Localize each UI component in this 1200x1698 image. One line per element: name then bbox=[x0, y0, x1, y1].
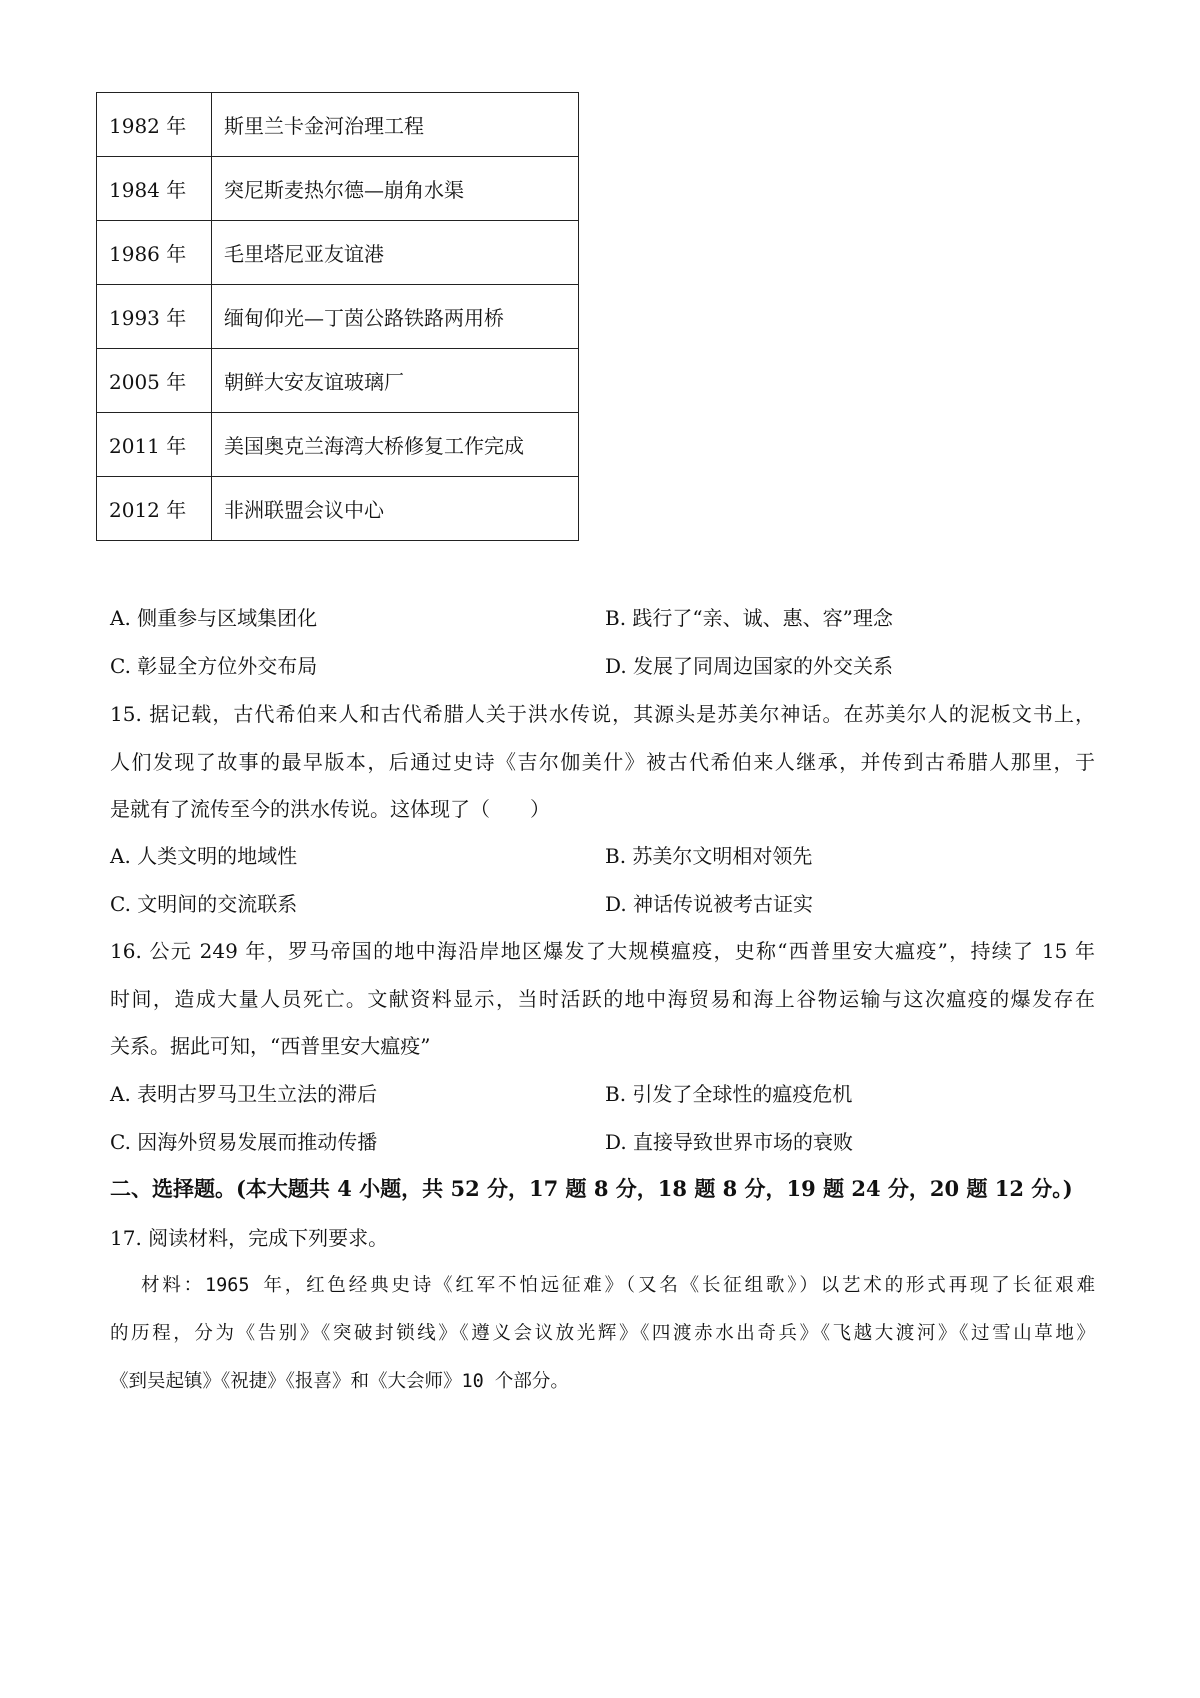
q17-material-line-2: 的历程，分为《告别》《突破封锁线》《遵义会议放光辉》《四渡赤水出奇兵》《飞越大渡河》《过雪山草地》 bbox=[110, 1323, 1095, 1344]
q14-option-d: D. 发展了同周边国家的外交关系 bbox=[605, 654, 894, 678]
year-cell: 1982 年 bbox=[97, 93, 212, 157]
year-cell: 1986 年 bbox=[97, 221, 212, 285]
year-cell: 2005 年 bbox=[97, 349, 212, 413]
section-heading: 二、选择题。(本大题共 4 小题，共 52 分，17 题 8 分，18 题 8 分，19 题 24 分，20 题 12 分。) bbox=[110, 1176, 1073, 1201]
table-row bbox=[97, 285, 579, 349]
project-cell: 美国奥克兰海湾大桥修复工作完成 bbox=[212, 413, 579, 477]
project-cell: 朝鲜大安友谊玻璃厂 bbox=[212, 349, 579, 413]
q14-option-b: B. 践行了“亲、诚、惠、容”理念 bbox=[605, 606, 893, 630]
q17-material-line-1: 材料：1965 年，红色经典史诗《红军不怕远征难》（又名《长征组歌》）以艺术的形式再现了长征艰难 bbox=[141, 1275, 1095, 1296]
q16-option-b: B. 引发了全球性的瘟疫危机 bbox=[605, 1082, 853, 1106]
year-cell: 1984 年 bbox=[97, 157, 212, 221]
q14-option-a: A. 侧重参与区域集团化 bbox=[110, 606, 318, 630]
project-table bbox=[96, 92, 579, 541]
q15-stem-line-1: 15. 据记载，古代希伯来人和古代希腊人关于洪水传说，其源头是苏美尔神话。在苏美尔人的泥板文书上， bbox=[110, 702, 1095, 726]
project-cell: 斯里兰卡金河治理工程 bbox=[212, 93, 579, 157]
table-row bbox=[97, 349, 579, 413]
q15-option-a: A. 人类文明的地域性 bbox=[110, 844, 298, 868]
year-cell: 1993 年 bbox=[97, 285, 212, 349]
project-cell: 毛里塔尼亚友谊港 bbox=[212, 221, 579, 285]
table-row bbox=[97, 157, 579, 221]
year-cell: 2012 年 bbox=[97, 477, 212, 541]
q16-option-c: C. 因海外贸易发展而推动传播 bbox=[110, 1130, 378, 1154]
table-row bbox=[97, 93, 579, 157]
q16-option-d: D. 直接导致世界市场的衰败 bbox=[605, 1130, 854, 1154]
q15-option-c: C. 文明间的交流联系 bbox=[110, 892, 298, 916]
q15-stem-line-2: 人们发现了故事的最早版本，后通过史诗《吉尔伽美什》被古代希伯来人继承，并传到古希腊人那里，于 bbox=[110, 750, 1095, 774]
project-cell: 缅甸仰光—丁茵公路铁路两用桥 bbox=[212, 285, 579, 349]
project-cell: 非洲联盟会议中心 bbox=[212, 477, 579, 541]
q16-stem-line-1: 16. 公元 249 年，罗马帝国的地中海沿岸地区爆发了大规模瘟疫，史称“西普里安大瘟疫”，持续了 15 年 bbox=[110, 939, 1095, 963]
q16-stem-line-3: 关系。据此可知，“西普里安大瘟疫” bbox=[110, 1034, 431, 1058]
table-row bbox=[97, 413, 579, 477]
q14-option-c: C. 彰显全方位外交布局 bbox=[110, 654, 318, 678]
q15-option-d: D. 神话传说被考古证实 bbox=[605, 892, 814, 916]
project-cell: 突尼斯麦热尔德—崩角水渠 bbox=[212, 157, 579, 221]
q17-material-line-3: 《到吴起镇》《祝捷》《报喜》和《大会师》10 个部分。 bbox=[110, 1371, 569, 1392]
q16-option-a: A. 表明古罗马卫生立法的滞后 bbox=[110, 1082, 378, 1106]
q15-option-b: B. 苏美尔文明相对领先 bbox=[605, 844, 813, 868]
q15-stem-line-3: 是就有了流传至今的洪水传说。这体现了（ ） bbox=[110, 797, 550, 821]
table-row bbox=[97, 221, 579, 285]
q16-stem-line-2: 时间，造成大量人员死亡。文献资料显示，当时活跃的地中海贸易和海上谷物运输与这次瘟疫的爆发存在 bbox=[110, 987, 1095, 1011]
table-row bbox=[97, 477, 579, 541]
q17-prompt: 17. 阅读材料，完成下列要求。 bbox=[110, 1226, 389, 1250]
year-cell: 2011 年 bbox=[97, 413, 212, 477]
